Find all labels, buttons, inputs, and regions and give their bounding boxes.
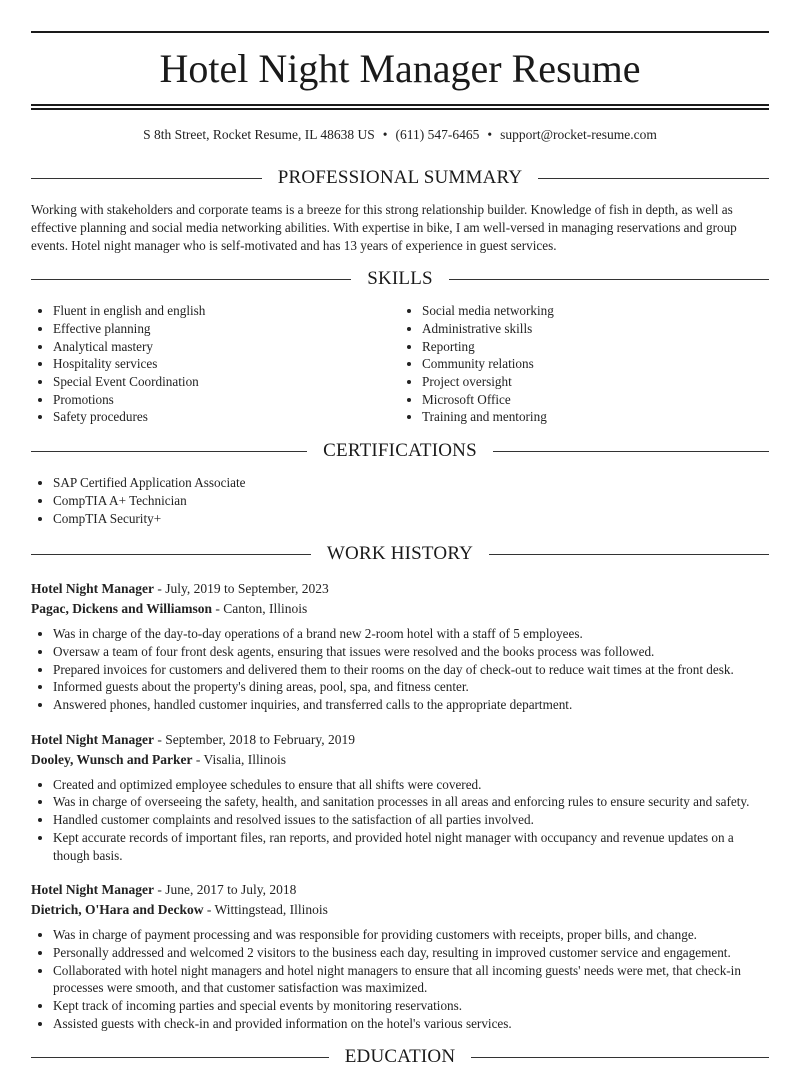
certification-item: • SAP Certified Application Associate — [53, 474, 769, 492]
job-dates: - July, 2019 to September, 2023 — [153, 581, 329, 597]
job-title-line — [31, 579, 769, 599]
skills-column-right — [400, 302, 769, 426]
job-bullet: • Was in charge of payment processing and was responsible for providing customers with receipts, proper bills, and change. — [53, 926, 769, 944]
job-bullet: • Was in charge of overseeing the safety, health, and sanitation processes in all areas and enforcing rules to ensure security and safety. — [53, 793, 769, 811]
skill-item: • Community relations — [422, 355, 769, 373]
section-title: PROFESSIONAL SUMMARY — [277, 167, 523, 188]
resume-page — [0, 31, 800, 1068]
skill-item: • Microsoft Office — [422, 391, 769, 409]
skill-item: • Reporting — [422, 338, 769, 356]
heading-rule-right — [538, 178, 769, 179]
job-company-line — [31, 900, 769, 920]
job-bullet: • Kept accurate records of important files, ran reports, and provided hotel night manager with occupancy and revenue updates on a though basis. — [53, 829, 769, 864]
job-bullet: • Prepared invoices for customers and delivered them to their rooms on the day of check-out to reduce wait times at the front desk. — [53, 661, 769, 679]
section-heading-education — [31, 1046, 769, 1068]
job-bullet: • Personally addressed and welcomed 2 visitors to the business each day, resulting in improved customer service and engagement. — [53, 944, 769, 962]
job-location: - Canton, Illinois — [212, 601, 308, 617]
certifications-list — [31, 474, 769, 527]
skill-item: • Administrative skills — [422, 320, 769, 338]
job-bullet: • Handled customer complaints and resolved issues to the satisfaction of all parties involved. — [53, 811, 769, 829]
title-double-divider — [31, 104, 769, 110]
section-heading-work-history — [31, 543, 769, 565]
job-entry — [31, 579, 769, 714]
contact-phone: (611) 547-6465 — [395, 127, 480, 142]
job-bullet: • Created and optimized employee schedules to ensure that all shifts were covered. — [53, 776, 769, 794]
job-location: - Wittingstead, Illinois — [203, 902, 328, 918]
page-title: Hotel Night Manager Resume — [159, 46, 641, 91]
certification-item: • CompTIA Security+ — [53, 510, 769, 528]
job-title-line — [31, 730, 769, 750]
job-bullet: • Was in charge of the day-to-day operations of a brand new 2-room hotel with a staff of 5 employees. — [53, 625, 769, 643]
job-dates: - September, 2018 to February, 2019 — [153, 731, 356, 747]
bullet-separator: • — [487, 127, 493, 142]
top-divider — [31, 31, 769, 33]
job-bullet: • Kept track of incoming parties and special events by monitoring reservations. — [53, 997, 769, 1015]
job-company-line — [31, 599, 769, 619]
heading-rule-right — [489, 554, 769, 555]
job-dates: - June, 2017 to July, 2018 — [153, 882, 297, 898]
heading-rule-left — [31, 451, 307, 452]
skill-item: • Analytical mastery — [53, 338, 400, 356]
job-entry — [31, 730, 769, 865]
heading-rule-right — [449, 279, 769, 280]
company-name: Pagac, Dickens and Williamson — [31, 601, 213, 617]
company-name: Dietrich, O'Hara and Deckow — [31, 902, 204, 918]
contact-email: support@rocket-resume.com — [500, 127, 657, 142]
job-bullet: • Assisted guests with check-in and provided information on the hotel's various services. — [53, 1015, 769, 1033]
skill-item: • Effective planning — [53, 320, 400, 338]
heading-rule-left — [31, 178, 262, 179]
bullet-separator: • — [382, 127, 388, 142]
section-title: CERTIFICATIONS — [323, 440, 477, 462]
job-entry — [31, 880, 769, 1032]
heading-rule-right — [493, 451, 769, 452]
skill-item: • Training and mentoring — [422, 408, 769, 426]
skill-item: • Hospitality services — [53, 355, 400, 373]
section-title: WORK HISTORY — [326, 543, 474, 565]
job-title: Hotel Night Manager — [31, 731, 154, 747]
job-bullet: • Oversaw a team of four front desk agents, ensuring that issues were resolved and the books process was followed. — [53, 643, 769, 661]
job-location: - Visalia, Illinois — [192, 751, 286, 767]
job-title: Hotel Night Manager — [31, 882, 154, 898]
heading-rule-right — [471, 1057, 769, 1058]
section-heading-skills — [31, 268, 769, 290]
skill-item: • Project oversight — [422, 373, 769, 391]
heading-rule-left — [31, 554, 311, 555]
job-bullet: • Collaborated with hotel night managers and hotel night managers to ensure that all incoming guests' needs were met, that check-in processes were smooth, and that customer satisfaction was maximized. — [53, 962, 769, 997]
skill-item: • Social media networking — [422, 302, 769, 320]
job-bullet: • Answered phones, handled customer inquiries, and transferred calls to the appropriate department. — [53, 696, 769, 714]
contact-line — [31, 126, 769, 144]
contact-address: S 8th Street, Rocket Resume, IL 48638 US — [143, 127, 375, 142]
job-title: Hotel Night Manager — [31, 581, 154, 597]
skill-item: • Special Event Coordination — [53, 373, 400, 391]
heading-rule-left — [31, 279, 351, 280]
section-title: EDUCATION — [344, 1046, 456, 1068]
job-bullet: • Informed guests about the property's dining areas, pool, spa, and fitness center. — [53, 678, 769, 696]
section-title: SKILLS — [367, 268, 433, 290]
section-heading-certifications — [31, 440, 769, 462]
skill-item: • Safety procedures — [53, 408, 400, 426]
skills-column-left — [31, 302, 400, 426]
skill-item: • Fluent in english and english — [53, 302, 400, 320]
job-title-line — [31, 880, 769, 900]
skill-item: • Promotions — [53, 391, 400, 409]
skills-list — [31, 302, 769, 426]
section-heading-summary — [31, 167, 769, 189]
summary-text: Working with stakeholders and corporate teams is a breeze for this strong relationship builder. Knowledge of fish in depth, as well as effective planning and social media networking abilities. With expertise in bike, I am well-versed in managing reservations and group events. Hotel night manager who is self-motivated and has 13 years of experience in guest services. — [31, 202, 737, 253]
company-name: Dooley, Wunsch and Parker — [31, 751, 193, 767]
certification-item: • CompTIA A+ Technician — [53, 492, 769, 510]
heading-rule-left — [31, 1057, 329, 1058]
job-company-line — [31, 750, 769, 770]
